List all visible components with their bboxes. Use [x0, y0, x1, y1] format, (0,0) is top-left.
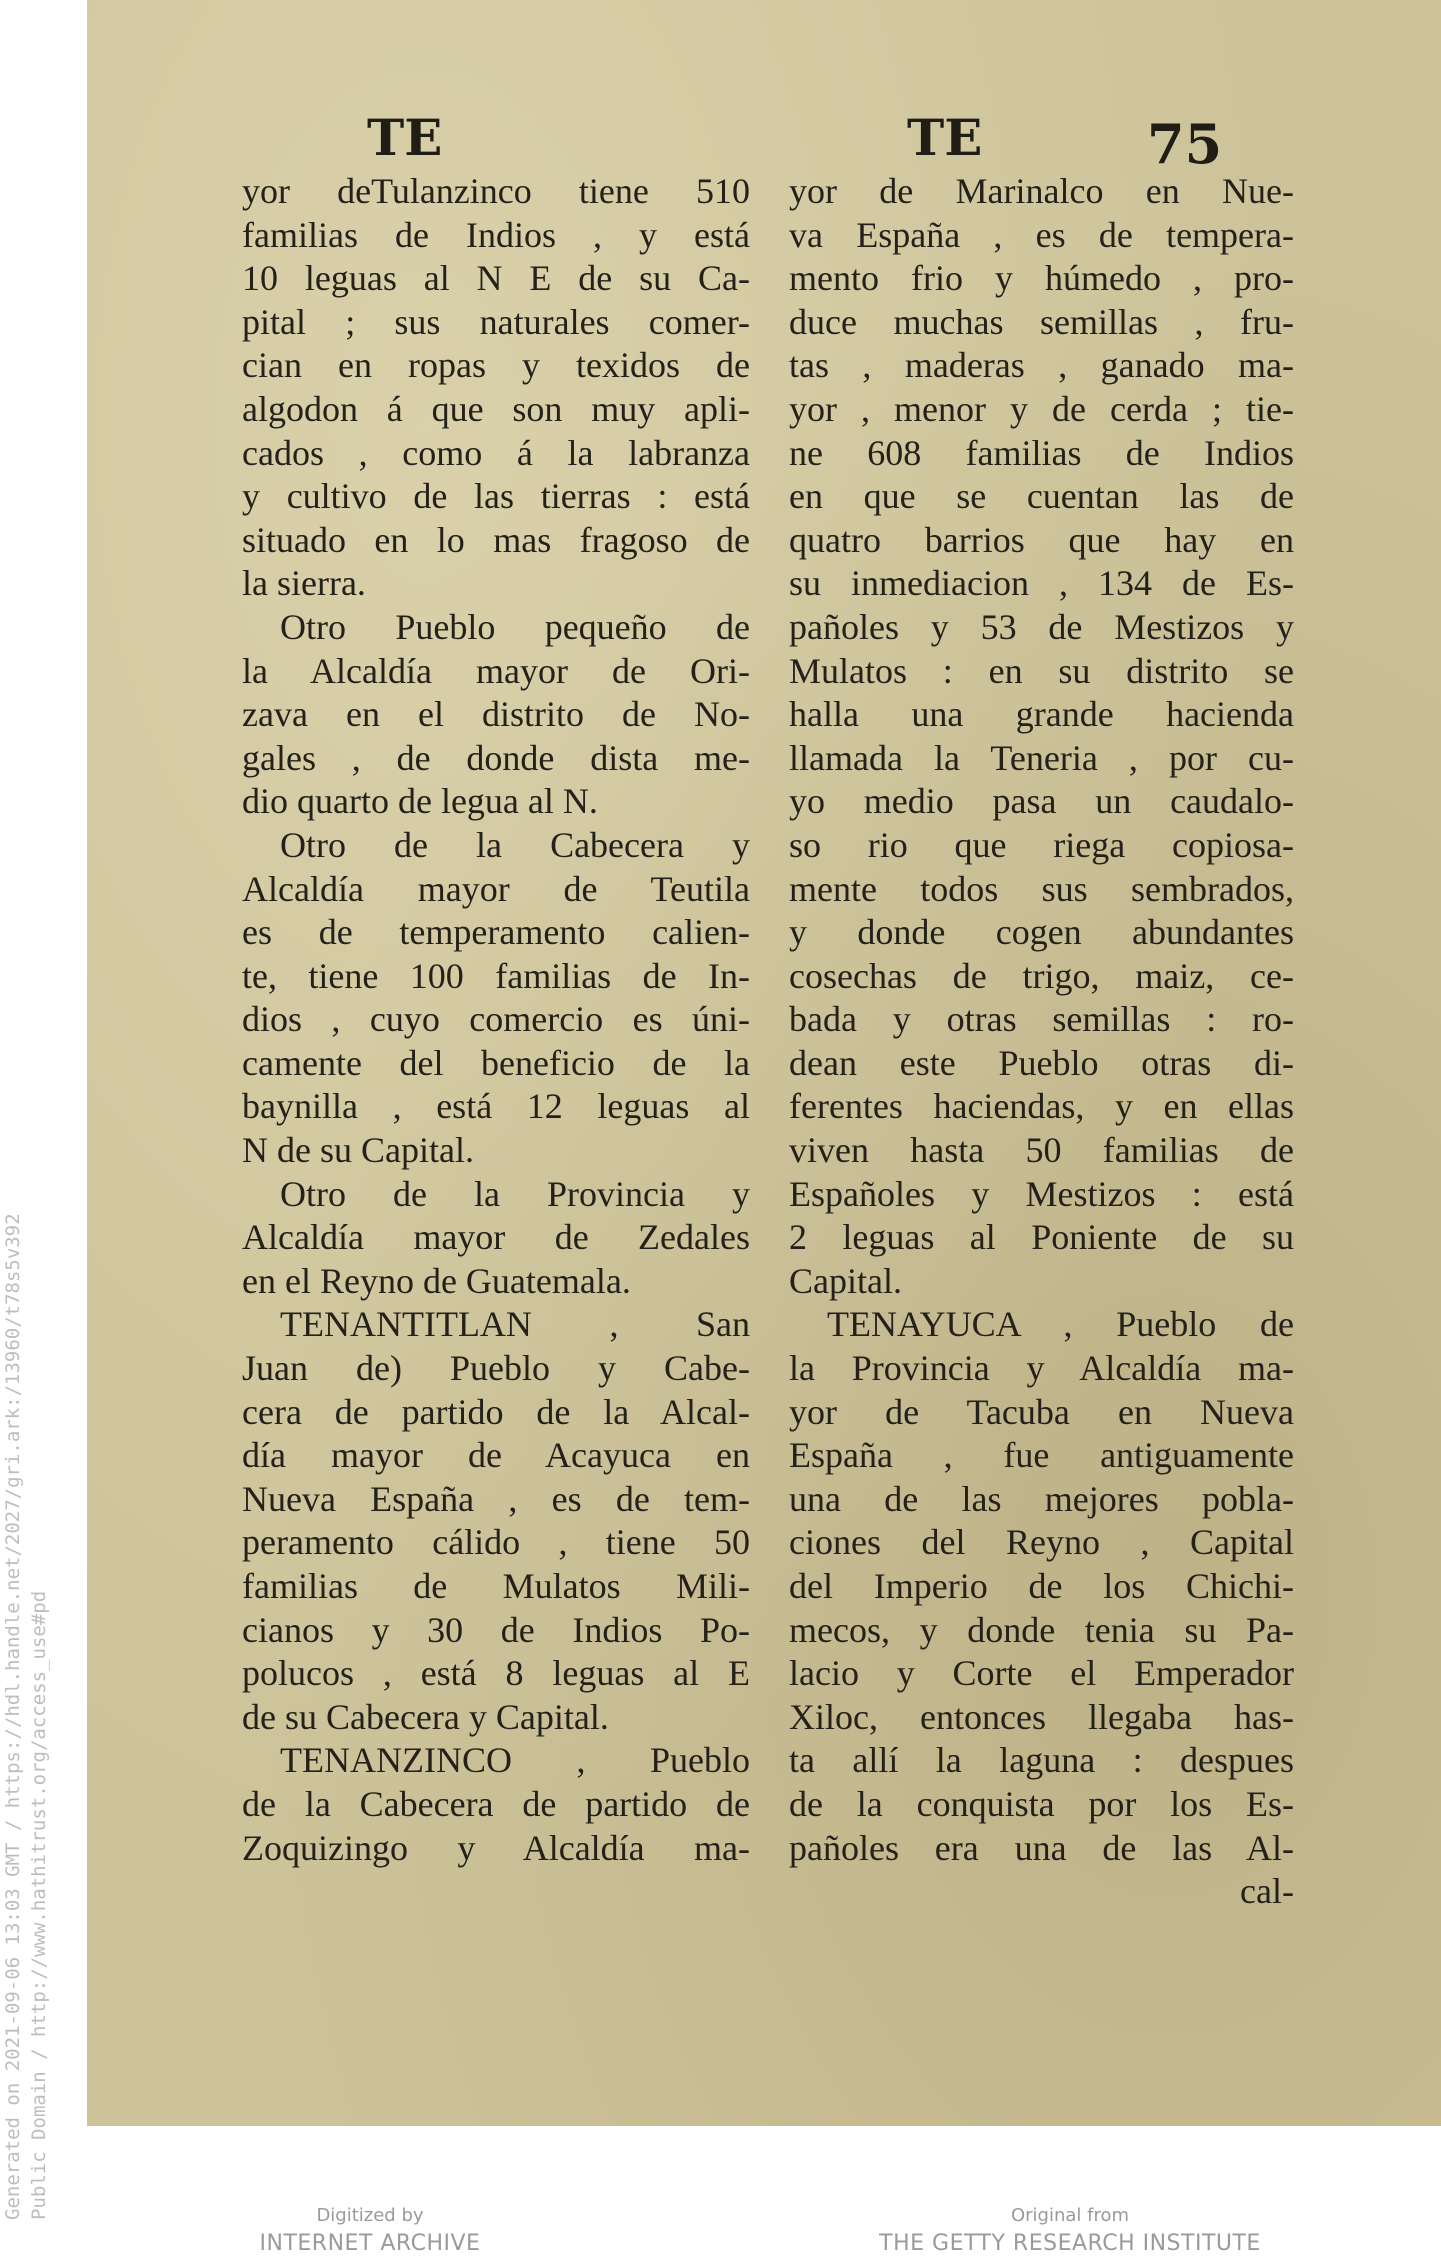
scanned-page — [87, 0, 1441, 2126]
text-line: va España , es de tempera- — [789, 214, 1294, 255]
text-line: Otro de la Cabecera y — [280, 824, 750, 865]
text-line: en el Reyno de Guatemala. — [242, 1260, 631, 1301]
text-line: yor , menor y de cerda ; tie- — [789, 388, 1294, 429]
text-line: Zoquizingo y Alcaldía ma- — [242, 1827, 750, 1868]
original-from-label: Original from — [1010, 2205, 1130, 2226]
text-line: polucos , está 8 leguas al E — [242, 1653, 750, 1694]
text-line: viven hasta 50 familias de — [789, 1130, 1294, 1171]
text-line: una de las mejores pobla- — [789, 1478, 1294, 1519]
text-line: Xiloc, entonces llegaba has- — [789, 1696, 1294, 1737]
digitized-by-credit — [220, 2205, 520, 2261]
text-line: 2 leguas al Poniente de su — [789, 1217, 1294, 1258]
text-line: Mulatos : en su distrito se — [789, 650, 1294, 691]
text-line: N de su Capital. — [242, 1130, 474, 1171]
text-line: es de temperamento calien- — [242, 912, 750, 953]
access-watermark — [0, 1100, 60, 2220]
text-line: yor de Marinalco en Nue- — [789, 171, 1294, 211]
text-line: Otro Pueblo pequeño de — [280, 606, 750, 647]
text-line: España , fue antiguamente — [789, 1435, 1294, 1476]
text-line: y donde cogen abundantes — [789, 912, 1294, 953]
text-line: la sierra. — [242, 563, 366, 604]
text-line: bada y otras semillas : ro- — [789, 999, 1294, 1040]
text-line: mecos, y donde tenia su Pa- — [789, 1609, 1294, 1650]
text-line: su inmediacion , 134 de Es- — [789, 563, 1294, 604]
text-line: Juan de) Pueblo y Cabe- — [242, 1348, 750, 1389]
left-text-column — [242, 170, 750, 1870]
text-line: te, tiene 100 familias de In- — [242, 955, 750, 996]
text-line: zava en el distrito de No- — [242, 694, 750, 735]
text-line: dean este Pueblo otras di- — [789, 1042, 1294, 1083]
text-line: gales , de donde dista me- — [242, 737, 750, 778]
text-line: pañoles era una de las Al- — [789, 1827, 1294, 1868]
watermark-line-1: Generated on 2021-09-06 13:03 GMT / https://hdl.handle.net/2027/gri.ark:/13960/t78s5v392 — [2, 1213, 24, 2220]
text-line: dio quarto de legua al N. — [242, 781, 598, 822]
text-line: ne 608 familias de Indios — [789, 432, 1294, 473]
text-line: lacio y Corte el Emperador — [789, 1653, 1294, 1694]
text-line: Alcaldía mayor de Zedales — [242, 1217, 750, 1258]
text-line: TENAYUCA , Pueblo de — [827, 1304, 1294, 1345]
digitizer-name: INTERNET ARCHIVE — [259, 2231, 481, 2256]
text-line: baynilla , está 12 leguas al — [242, 1086, 750, 1127]
text-line: cera de partido de la Alcal- — [242, 1391, 750, 1432]
text-line: peramento cálido , tiene 50 — [242, 1522, 750, 1563]
text-line: pañoles y 53 de Mestizos y — [789, 606, 1294, 647]
text-line: TENANTITLAN , San — [280, 1304, 750, 1345]
text-line: ta allí la laguna : despues — [789, 1740, 1294, 1781]
text-line: cian en ropas y texidos de — [242, 345, 750, 386]
text-line: de su Cabecera y Capital. — [242, 1696, 609, 1737]
text-line: la Provincia y Alcaldía ma- — [789, 1348, 1294, 1389]
text-line: Capital. — [789, 1260, 902, 1301]
text-line: so rio que riega copiosa- — [789, 824, 1294, 865]
text-line: la Alcaldía mayor de Ori- — [242, 650, 750, 691]
text-line: pital ; sus naturales comer- — [242, 301, 750, 342]
text-line: duce muchas semillas , fru- — [789, 301, 1294, 342]
source-institution: THE GETTY RESEARCH INSTITUTE — [879, 2231, 1261, 2256]
text-line: quatro barrios que hay en — [789, 519, 1294, 560]
text-line: mente todos sus sembrados, — [789, 868, 1294, 909]
text-line: en que se cuentan las de — [789, 476, 1294, 517]
text-line: Otro de la Provincia y — [280, 1173, 750, 1214]
text-line: dios , cuyo comercio es úni- — [242, 999, 750, 1040]
text-line: llamada la Teneria , por cu- — [789, 737, 1294, 778]
text-line: algodon á que son muy apli- — [242, 388, 750, 429]
text-line: del Imperio de los Chichi- — [789, 1566, 1294, 1606]
text-line: situado en lo mas fragoso de — [242, 519, 750, 560]
text-line: cosechas de trigo, maiz, ce- — [789, 955, 1294, 996]
text-line: yor de Tacuba en Nueva — [789, 1391, 1294, 1432]
text-line: cianos y 30 de Indios Po- — [242, 1609, 750, 1650]
text-line: Nueva España , es de tem- — [242, 1478, 750, 1519]
text-line: mento frio y húmedo , pro- — [789, 258, 1294, 299]
text-line: TENANZINCO , Pueblo — [280, 1740, 750, 1781]
text-line: día mayor de Acayuca en — [242, 1435, 750, 1476]
text-line: y cultivo de las tierras : está — [242, 476, 750, 517]
running-header-left: TE — [367, 108, 443, 167]
text-line: cal- — [1240, 1871, 1294, 1912]
text-line: familias de Mulatos Mili- — [242, 1566, 750, 1606]
digitized-by-label: Digitized by — [316, 2205, 424, 2226]
text-line: 10 leguas al N E de su Ca- — [242, 258, 750, 299]
text-line: ferentes haciendas, y en ellas — [789, 1086, 1294, 1127]
text-line: Alcaldía mayor de Teutila — [242, 868, 750, 909]
text-line: de la conquista por los Es- — [789, 1783, 1294, 1824]
original-from-credit — [860, 2205, 1280, 2261]
right-text-column — [789, 170, 1294, 1914]
text-line: yo medio pasa un caudalo- — [789, 781, 1294, 822]
text-line: Españoles y Mestizos : está — [789, 1173, 1294, 1214]
running-header-right: TE — [907, 108, 983, 167]
text-line: yor deTulanzinco tiene 510 — [242, 171, 750, 211]
text-line: halla una grande hacienda — [789, 694, 1294, 735]
text-line: familias de Indios , y está — [242, 214, 750, 255]
text-line: camente del beneficio de la — [242, 1042, 750, 1083]
watermark-line-2: Public Domain / http://www.hathitrust.org/access_use#pd — [28, 1590, 50, 2220]
page-number: 75 — [1147, 112, 1223, 176]
text-line: ciones del Reyno , Capital — [789, 1522, 1294, 1563]
text-line: de la Cabecera de partido de — [242, 1783, 750, 1824]
text-line: tas , maderas , ganado ma- — [789, 345, 1294, 386]
text-line: cados , como á la labranza — [242, 432, 750, 473]
